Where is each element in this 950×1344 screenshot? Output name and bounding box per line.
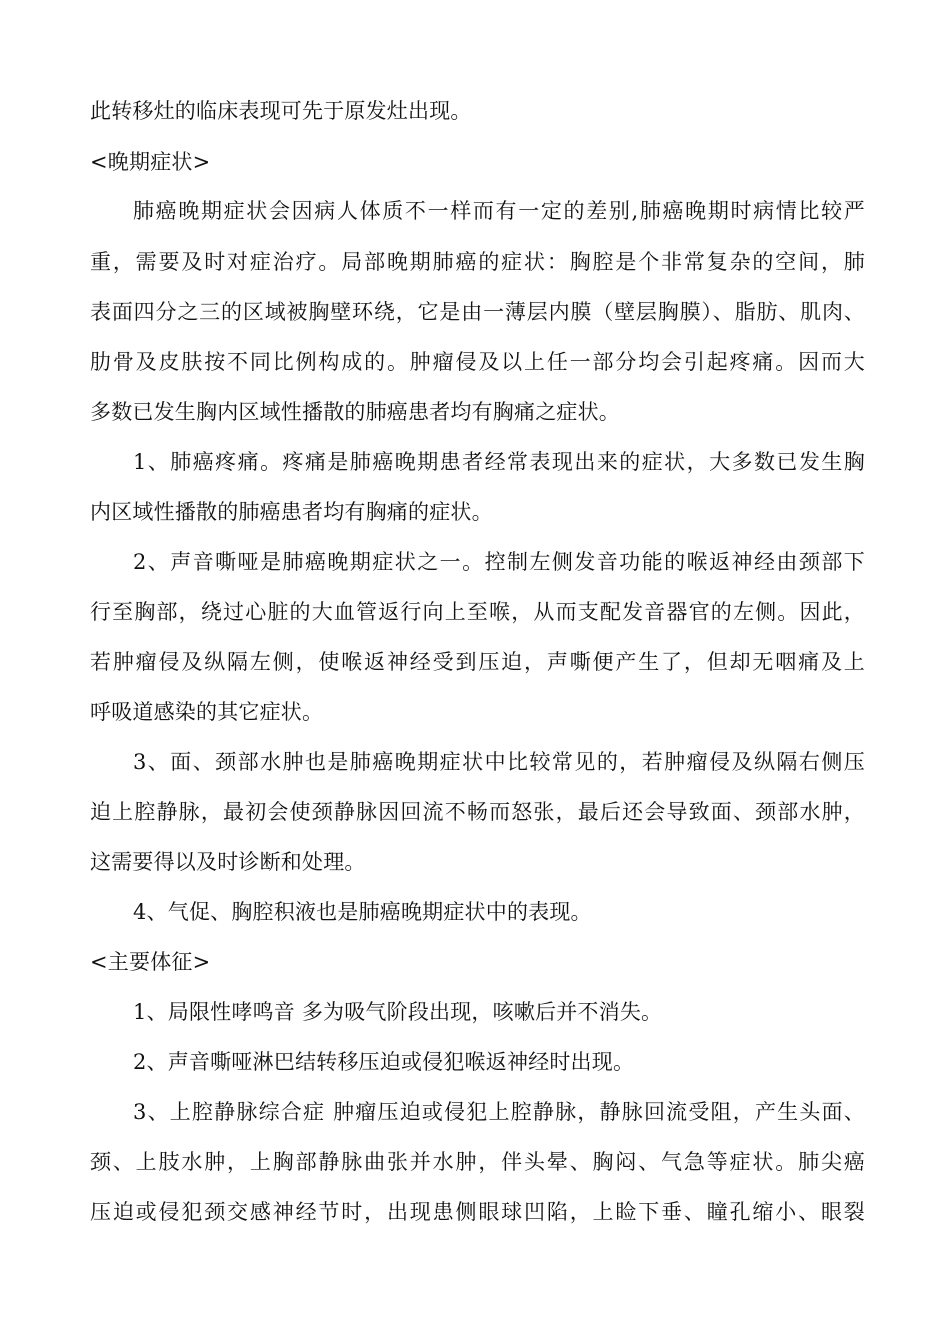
- text-line: 1、局限性哮鸣音 多为吸气阶段出现，咳嗽后并不消失。: [133, 1000, 663, 1024]
- text-line: 颈、上肢水肿，上胸部静脉曲张并水肿，伴头晕、胸闷、气急等症状。肺尖癌: [90, 1150, 865, 1174]
- text-line: 3、上腔静脉综合症 肿瘤压迫或侵犯上腔静脉，静脉回流受阻，产生头面、: [133, 1100, 865, 1124]
- section-heading-late-symptoms: <晚期症状>: [90, 150, 211, 174]
- text-line: 内区域性播散的肺癌患者均有胸痛的症状。: [90, 500, 493, 524]
- text-line: 行至胸部，绕过心脏的大血管返行向上至喉，从而支配发音器官的左侧。因此，: [90, 600, 865, 624]
- text-line: 此转移灶的临床表现可先于原发灶出现。: [90, 99, 472, 123]
- text-line: 2、声音嘶哑淋巴结转移压迫或侵犯喉返神经时出现。: [133, 1050, 635, 1074]
- text-line: 重，需要及时对症治疗。局部晚期肺癌的症状：胸腔是个非常复杂的空间，肺: [90, 250, 865, 274]
- text-line: 2、声音嘶哑是肺癌晚期症状之一。控制左侧发音功能的喉返神经由颈部下: [133, 550, 865, 574]
- text-line: 肺癌晚期症状会因病人体质不一样而有一定的差别,肺癌晚期时病情比较严: [133, 199, 865, 223]
- text-line: 呼吸道感染的其它症状。: [90, 700, 324, 724]
- text-line: 若肿瘤侵及纵隔左侧，使喉返神经受到压迫，声嘶便产生了，但却无咽痛及上: [90, 650, 865, 674]
- text-line: 压迫或侵犯颈交感神经节时，出现患侧眼球凹陷，上睑下垂、瞳孔缩小、眼裂: [90, 1200, 865, 1224]
- text-line: 肋骨及皮肤按不同比例构成的。肿瘤侵及以上任一部分均会引起疼痛。因而大: [90, 350, 865, 374]
- text-line: 这需要得以及时诊断和处理。: [90, 850, 366, 874]
- section-heading-main-signs: <主要体征>: [90, 950, 211, 974]
- text-line: 迫上腔静脉，最初会使颈静脉因回流不畅而怒张，最后还会导致面、颈部水肿，: [90, 800, 865, 824]
- text-line: 多数已发生胸内区域性播散的肺癌患者均有胸痛之症状。: [90, 400, 620, 424]
- text-line: 3、面、颈部水肿也是肺癌晚期症状中比较常见的，若肿瘤侵及纵隔右侧压: [133, 750, 865, 774]
- text-line: 1、肺癌疼痛。疼痛是肺癌晚期患者经常表现出来的症状，大多数已发生胸: [133, 450, 865, 474]
- text-line: 4、气促、胸腔积液也是肺癌晚期症状中的表现。: [133, 900, 592, 924]
- text-line: 表面四分之三的区域被胸壁环绕，它是由一薄层内膜（壁层胸膜）、脂肪、肌肉、: [90, 300, 865, 324]
